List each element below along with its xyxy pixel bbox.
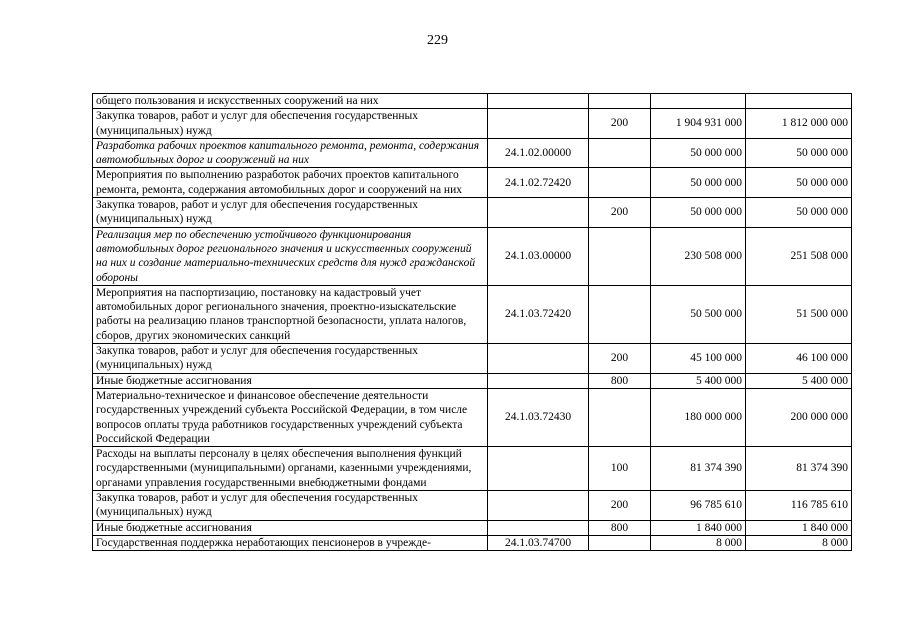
row-description: Реализация мер по обеспечению устойчивого функционирования автомобильных дорог регионального значения и искусственных сооружений на них и создание материально-технических средств для нужд гражданской обороны <box>93 227 488 285</box>
row-target-code <box>488 373 589 388</box>
row-expense-type: 200 <box>589 109 651 139</box>
row-expense-type: 200 <box>589 491 651 521</box>
page-number: 229 <box>427 33 448 48</box>
row-target-code: 24.1.03.74700 <box>488 535 589 550</box>
row-amount-year-1: 50 000 000 <box>651 138 746 168</box>
table-row <box>93 535 852 550</box>
row-description: Закупка товаров, работ и услуг для обеспечения государственных (муниципальных) нужд <box>93 109 488 139</box>
row-amount-year-1: 50 000 000 <box>651 198 746 228</box>
row-target-code: 24.1.03.72430 <box>488 388 589 446</box>
row-amount-year-2: 200 000 000 <box>746 388 852 446</box>
row-amount-year-2: 81 374 390 <box>746 447 852 491</box>
row-description: Материально-техническое и финансовое обеспечение деятельности государственных учреждений субъекта Российской Федерации, в том числе вопросов оплаты труда работников государственных учреждений субъекта Российской Федерации <box>93 388 488 446</box>
row-amount-year-2: 8 000 <box>746 535 852 550</box>
row-target-code <box>488 109 589 139</box>
row-amount-year-1: 180 000 000 <box>651 388 746 446</box>
table-row <box>93 373 852 388</box>
row-description: Мероприятия на паспортизацию, постановку на кадастровый учет автомобильных дорог регионального значения, проектно-изыскательские работы на реализацию планов транспортной безопасности, уплата налогов, сборов, других экономических санкций <box>93 285 488 343</box>
table-row <box>93 109 852 139</box>
row-target-code <box>488 94 589 109</box>
row-amount-year-1: 5 400 000 <box>651 373 746 388</box>
row-amount-year-1: 1 840 000 <box>651 520 746 535</box>
row-expense-type <box>589 94 651 109</box>
row-amount-year-1: 45 100 000 <box>651 344 746 374</box>
row-amount-year-2: 50 000 000 <box>746 138 852 168</box>
row-description: Закупка товаров, работ и услуг для обеспечения государственных (муниципальных) нужд <box>93 491 488 521</box>
row-target-code <box>488 491 589 521</box>
row-description: Закупка товаров, работ и услуг для обеспечения государственных (муниципальных) нужд <box>93 344 488 374</box>
budget-table <box>92 93 852 551</box>
row-amount-year-2: 251 508 000 <box>746 227 852 285</box>
row-description: общего пользования и искусственных сооружений на них <box>93 94 488 109</box>
row-target-code <box>488 344 589 374</box>
row-amount-year-1: 1 904 931 000 <box>651 109 746 139</box>
row-description: Иные бюджетные ассигнования <box>93 373 488 388</box>
row-amount-year-1: 230 508 000 <box>651 227 746 285</box>
row-amount-year-1: 81 374 390 <box>651 447 746 491</box>
row-expense-type: 200 <box>589 198 651 228</box>
row-description: Государственная поддержка неработающих пенсионеров в учрежде- <box>93 535 488 550</box>
budget-table-body <box>93 94 852 551</box>
row-target-code: 24.1.02.00000 <box>488 138 589 168</box>
table-row <box>93 94 852 109</box>
row-expense-type <box>589 168 651 198</box>
row-description: Иные бюджетные ассигнования <box>93 520 488 535</box>
row-amount-year-2: 1 840 000 <box>746 520 852 535</box>
row-description: Расходы на выплаты персоналу в целях обеспечения выполнения функций государственными (муниципальными) органами, казенными учреждениями, органами управления государственными внебюджетными фондами <box>93 447 488 491</box>
table-row <box>93 285 852 343</box>
table-row <box>93 344 852 374</box>
row-amount-year-1 <box>651 94 746 109</box>
row-target-code: 24.1.03.00000 <box>488 227 589 285</box>
row-amount-year-2: 51 500 000 <box>746 285 852 343</box>
row-expense-type <box>589 388 651 446</box>
table-row <box>93 388 852 446</box>
row-amount-year-2: 46 100 000 <box>746 344 852 374</box>
row-expense-type: 800 <box>589 373 651 388</box>
row-target-code: 24.1.02.72420 <box>488 168 589 198</box>
row-expense-type <box>589 138 651 168</box>
table-row <box>93 138 852 168</box>
row-target-code <box>488 447 589 491</box>
row-expense-type: 100 <box>589 447 651 491</box>
row-amount-year-2 <box>746 94 852 109</box>
row-amount-year-2: 116 785 610 <box>746 491 852 521</box>
row-amount-year-1: 8 000 <box>651 535 746 550</box>
table-row <box>93 520 852 535</box>
row-description: Закупка товаров, работ и услуг для обеспечения государственных (муниципальных) нужд <box>93 198 488 228</box>
row-target-code: 24.1.03.72420 <box>488 285 589 343</box>
table-row <box>93 447 852 491</box>
row-expense-type <box>589 227 651 285</box>
row-description: Разработка рабочих проектов капитального ремонта, ремонта, содержания автомобильных дорог и сооружений на них <box>93 138 488 168</box>
row-target-code <box>488 520 589 535</box>
row-target-code <box>488 198 589 228</box>
table-row <box>93 227 852 285</box>
table-row <box>93 198 852 228</box>
row-amount-year-2: 50 000 000 <box>746 168 852 198</box>
row-amount-year-2: 5 400 000 <box>746 373 852 388</box>
row-amount-year-1: 96 785 610 <box>651 491 746 521</box>
row-expense-type <box>589 285 651 343</box>
row-expense-type: 200 <box>589 344 651 374</box>
row-amount-year-2: 50 000 000 <box>746 198 852 228</box>
row-amount-year-1: 50 000 000 <box>651 168 746 198</box>
table-row <box>93 491 852 521</box>
row-expense-type <box>589 535 651 550</box>
row-description: Мероприятия по выполнению разработок рабочих проектов капитального ремонта, ремонта, содержания автомобильных дорог и сооружений на них <box>93 168 488 198</box>
table-row <box>93 168 852 198</box>
row-amount-year-1: 50 500 000 <box>651 285 746 343</box>
row-expense-type: 800 <box>589 520 651 535</box>
row-amount-year-2: 1 812 000 000 <box>746 109 852 139</box>
